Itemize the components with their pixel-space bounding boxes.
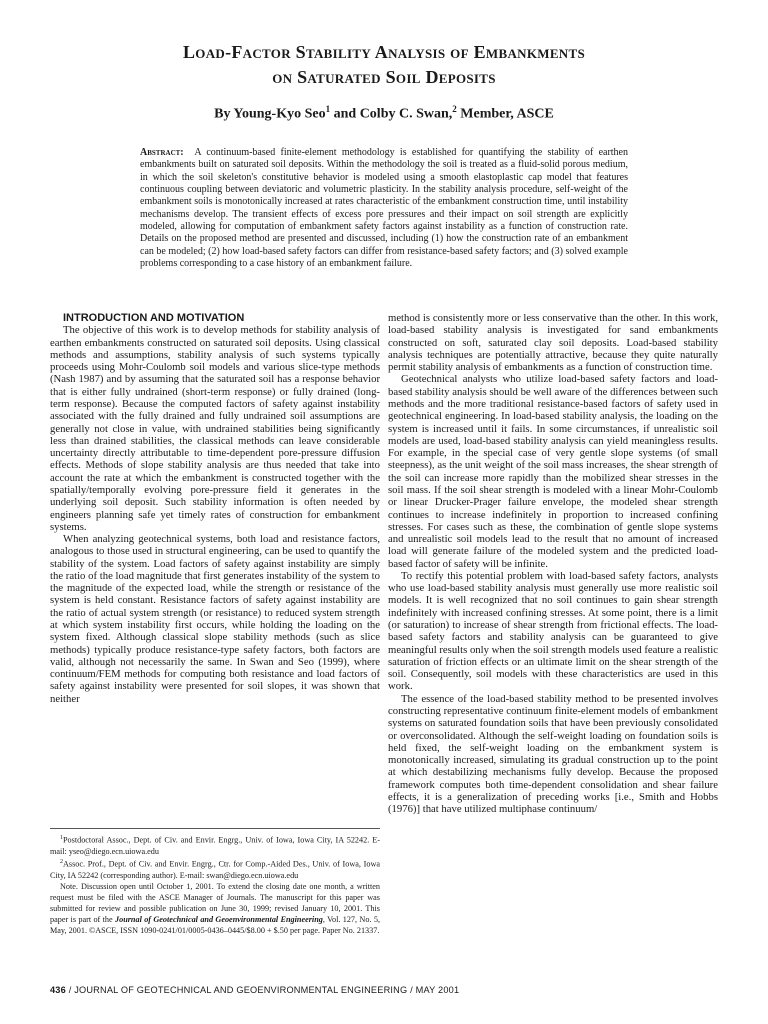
- footnote-1-mark: 1: [60, 835, 63, 841]
- note-text-b: , Vol. 127, No. 5, May, 2001. ©ASCE, ISSN 1090-0241/01/0005-0436–0445/$8.00 + $.50 per page. Paper No. 21337.: [50, 915, 380, 936]
- footnote-2-mark: 2: [60, 858, 63, 865]
- footnote-1-text: Postdoctoral Assoc., Dept. of Civ. and Envir. Engrg., Univ. of Iowa, Iowa City, IA 52242. E-mail: yseo@diego.ecn.uiowa.edu: [50, 835, 380, 856]
- journal-name: Journal of Geotechnical and Geoenvironmental Engineering: [115, 915, 323, 925]
- paragraph: The objective of this work is to develop methods for stability analysis of earthen embankments constructed on saturated soil deposits. Using classical methods and assumptions, stability analysis of such systems typically proceeds using Mohr-Coulomb soil models and various slice-type methods (Nash 1987) and by assuming that the saturated soil has a response behavior that is either fully undrained (short-term response) or fully drained (long-term response). Because the computed factors of safety against instability associated with the fully drained and fully undrained soil assumptions are generally not close in value, with undrained stabilities being significantly less than drained stabilities, the classical methods can leave considerable uncertainty directly attributable to time-dependent pore-pressure diffusion effects. Methods of slope stability analysis are thus needed that take into account the rate at which the embankment is constructed together with the spatially/temporally evolving pore-pressure field it generates in the underlying soil deposit. Such stability information is often needed by engineers planning safe yet timely rates of construction for embankment systems.: [50, 324, 380, 533]
- paragraph: Geotechnical analysts who utilize load-based safety factors and load-based stability analysis should be well aware of the differences between such methods and the more traditional resistance-based factors of safety used in geotechnical engineering. In load-based stability analysis, the loading on the system is increased until it fails. In some circumstances, if unrealistic soil models are used, load-based stability analysis can yield meaningless results. For example, in the special case of very gentle slope systems (of small steepness), as the unit weight of the soil mass increases, the shear strength of the soil can increase more rapidly than the mobilized shear stresses in the soil mass. If the soil shear strength is modeled with a linear Mohr-Coulomb or linear Drucker-Prager failure envelope, the modeled shear strength continues to increase indefinitely in proportion to increased confining stresses. For cases such as these, the combination of gentle slope systems and unrealistic soil models lead to the result that no amount of increased load will generate failure of the modeled system and the predicted load-based factor of safety will be infinite.: [388, 373, 718, 570]
- paper-title: [0, 40, 768, 90]
- footnotes: [50, 828, 380, 936]
- author-second-footnote-mark: 2: [452, 104, 457, 114]
- author-first: By Young-Kyo Seo: [214, 106, 326, 122]
- author-line: [0, 104, 768, 123]
- paragraph: The essence of the load-based stability method to be presented involves constructing representative continuum finite-element models of embankment systems on saturated foundation soils that have been previously consolidated or overconsolidated. Although the self-weight loading on foundation soils is held fixed, the self-weight loading on the embankment system is monotonically increased, simulating its gradual construction up to the point at which destabilizing mechanisms fully develop. Because the proposed framework computes both time-dependent consolidation and shear failure effects, it is a generalization of preceding works [i.e., Smith and Hobbs (1976)] that have utilized multiphase continuum/: [388, 692, 718, 816]
- left-column: [50, 312, 380, 705]
- title-line-2: on Saturated Soil Deposits: [272, 67, 496, 87]
- paragraph: To rectify this potential problem with load-based safety factors, analysts who use load-based stability analysis must generally use more realistic soil models. It is well recognized that no soil continues to gain shear strength indefinitely with increased confining stresses. At some point, there is a limit (or saturation) to increase of shear strength from frictional effects. The load-based safety factors and stability analysis can be guaranteed to give meaningful results only when the soil strength models used feature a realistic saturation of friction effects or an ultimate limit on the shear strength of the soil. Consequently, soil models with these characteristics are used in this work.: [388, 569, 718, 693]
- paragraph: When analyzing geotechnical systems, both load and resistance factors, analogous to those used in structural engineering, can be used to quantify the stability of the system. Load factors of safety against instability are simply the ratio of the load magnitude that first generates instability of the system to the magnitude of the expected load, while the strength or resistance of the system is held constant. Resistance factors of safety against instability are the ratio of actual system strength (or resistance) to reduced system strength at which system instability first occurs, while holding the loading on the system fixed. Although classical slope stability methods (such as slice methods) typically produce resistance-type safety factors, both factors are valid, although not necessarily the same. In Swan and Seo (1999), where continuum/FEM methods for computing both resistance and load factors of safety against instability were presented for soil slopes, it was shown that neither: [50, 533, 380, 705]
- abstract-block: [140, 147, 628, 270]
- publication-note: [50, 881, 380, 936]
- page-footer: [50, 985, 718, 995]
- author-second: and Colby C. Swan,: [330, 106, 453, 122]
- paragraph: method is consistently more or less conservative than the other. In this work, load-based stability analysis is investigated for sand embankments constructed on soft, saturated clay soil deposits. Load-based stability analysis techniques are potentially attractive, because they quite naturally permit stability analysis of embankments as a function of construction time.: [388, 312, 718, 374]
- abstract-text: A continuum-based finite-element methodology is established for quantifying the stability of earthen embankments built on saturated soil deposits. Within the methodology the soil is treated as a fluid-solid porous medium, in which the soil skeleton's constitutive behavior is modeled using a smooth elastoplastic cap model that features continuous coupling between deviatoric and volumetric plasticity. In the stability analysis procedure, self-weight of the embankment soils is monotonically increased at rates characteristic of the embankment construction time, until instability mechanisms develop. The transient effects of excess pore pressures and their impact on soil strength are explicitly modeled, allowing for computation of embankment safety factors against instability as a function of construction rate. Details on the proposed method are presented and discussed, including (1) how the construction rate of an embankment can be modeled; (2) how load-based safety factors can differ from resistance-based safety factors; and (3) solved example problems corresponding to a case history of an embankment failure.: [140, 147, 628, 270]
- author-first-footnote-mark: 1: [325, 104, 331, 114]
- right-column: [388, 312, 718, 816]
- note-text-a: Note. Discussion open until October 1, 2001. To extend the closing date one month, a written request must be filed with the ASCE Manager of Journals. The manuscript for this paper was submitted for review and possible publication on June 30, 1999; revised January 10, 2001. This paper is part of the: [50, 881, 380, 925]
- title-line-1: Load-Factor Stability Analysis of Embankments: [182, 42, 585, 62]
- footnote-2-text: Assoc. Prof., Dept. of Civ. and Envir. Engrg., Ctr. for Comp.-Aided Des., Univ. of Iowa, Iowa City, IA 52242 (corresponding author). E-mail: swan@diego.ecn.uiowa.edu: [50, 859, 380, 880]
- footnote-2: [50, 857, 380, 881]
- footnote-1: [50, 833, 380, 857]
- running-footer: / JOURNAL OF GEOTECHNICAL AND GEOENVIRONMENTAL ENGINEERING / MAY 2001: [65, 985, 460, 995]
- author-membership: Member, ASCE: [456, 106, 554, 122]
- page-number: 436: [50, 985, 66, 995]
- abstract-label: Abstract:: [140, 147, 184, 158]
- section-heading-introduction: INTRODUCTION AND MOTIVATION: [63, 312, 245, 324]
